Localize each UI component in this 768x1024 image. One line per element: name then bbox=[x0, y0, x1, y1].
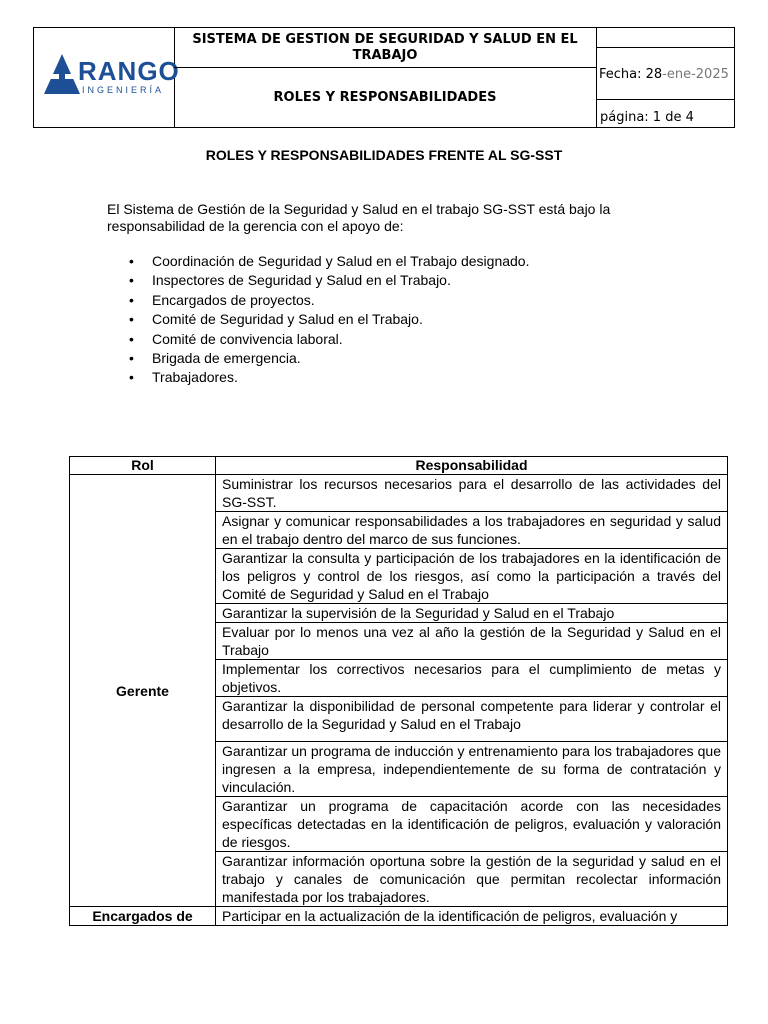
bullet-icon: • bbox=[129, 291, 134, 308]
bullet-icon: • bbox=[129, 330, 134, 347]
role-cell-encargados: Encargados de bbox=[70, 907, 216, 926]
responsibility-cell: Garantizar la consulta y participación de los trabajadores en la identificación de los peligros y control de los riesgos, así como la participación a través del Comité de Seguridad y Salud en el Trabajo bbox=[216, 549, 728, 604]
date-value: -ene-2025 bbox=[662, 67, 729, 82]
list-item bbox=[107, 310, 530, 329]
table-row bbox=[70, 907, 728, 926]
list-item-text: Comité de Seguridad y Salud en el Trabajo. bbox=[152, 311, 423, 328]
responsibility-cell: Suministrar los recursos necesarios para el desarrollo de las actividades del SG-SST. bbox=[216, 475, 728, 512]
company-logo bbox=[34, 28, 180, 127]
list-item-text: Encargados de proyectos. bbox=[152, 291, 315, 308]
role-cell-gerente: Gerente bbox=[70, 475, 216, 907]
responsibility-cell: Participar en la actualización de la identificación de peligros, evaluación y bbox=[216, 907, 728, 926]
responsibility-cell: Garantizar información oportuna sobre la gestión de la seguridad y salud en el trabajo y canales de comunicación que permitan recolectar información manifestada por los trabajadores. bbox=[216, 852, 728, 907]
responsibility-cell: Garantizar la supervisión de la Seguridad y Salud en el Trabajo bbox=[216, 604, 728, 623]
responsibility-cell: Garantizar un programa de inducción y entrenamiento para los trabajadores que ingresen a la empresa, independientemente de su forma de contratación y vinculación. bbox=[216, 742, 728, 797]
list-item-text: Inspectores de Seguridad y Salud en el Trabajo. bbox=[152, 272, 451, 289]
bullet-icon: • bbox=[129, 349, 134, 366]
list-item-text: Trabajadores. bbox=[152, 369, 238, 386]
responsibility-cell: Evaluar por lo menos una vez al año la gestión de la Seguridad y Salud en el Trabajo bbox=[216, 623, 728, 660]
table-row bbox=[70, 475, 728, 512]
date-cell bbox=[597, 47, 734, 100]
column-header-responsabilidad: Responsabilidad bbox=[216, 457, 728, 475]
list-item bbox=[107, 349, 530, 368]
list-item bbox=[107, 271, 530, 290]
list-item-text: Coordinación de Seguridad y Salud en el Trabajo designado. bbox=[152, 253, 530, 269]
bullet-icon: • bbox=[129, 253, 134, 269]
responsibility-cell: Implementar los correctivos necesarios para el cumplimiento de metas y objetivos. bbox=[216, 660, 728, 697]
bullet-icon: • bbox=[129, 272, 134, 289]
support-list bbox=[107, 252, 530, 388]
responsibility-cell: Garantizar la disponibilidad de personal competente para liderar y controlar el desarrollo de la Seguridad y Salud en el Trabajo bbox=[216, 697, 728, 742]
bullet-icon: • bbox=[129, 369, 134, 386]
table-header-row bbox=[70, 457, 728, 475]
list-item bbox=[107, 368, 530, 387]
list-item-text: Comité de convivencia laboral. bbox=[152, 330, 343, 347]
section-title: ROLES Y RESPONSABILIDADES FRENTE AL SG-SST bbox=[205, 147, 563, 163]
column-header-rol: Rol bbox=[70, 457, 216, 475]
document-header bbox=[33, 27, 735, 128]
system-title: SISTEMA DE GESTION DE SEGURIDAD Y SALUD EN EL TRABAJO bbox=[174, 28, 597, 68]
roles-table bbox=[69, 456, 728, 926]
intro-paragraph: El Sistema de Gestión de la Seguridad y Salud en el trabajo SG-SST está bajo la responsabilidad de la gerencia con el apoyo de: bbox=[107, 201, 611, 234]
page-number: página: 1 de 4 bbox=[600, 110, 694, 125]
document-title: ROLES Y RESPONSABILIDADES bbox=[174, 68, 597, 127]
responsibility-cell: Garantizar un programa de capacitación acorde con las necesidades específicas detectadas en la identificación de peligros, evaluación y valoración de riesgos. bbox=[216, 797, 728, 852]
logo-a-icon bbox=[42, 52, 82, 98]
date-label: Fecha: 28 bbox=[599, 67, 663, 82]
header-empty-cell bbox=[597, 28, 734, 48]
list-item-text: Brigada de emergencia. bbox=[152, 349, 301, 366]
list-item bbox=[107, 252, 530, 271]
logo-wordmark: RANGO bbox=[78, 56, 180, 86]
bullet-icon: • bbox=[129, 311, 134, 328]
list-item bbox=[107, 330, 530, 349]
list-item bbox=[107, 291, 530, 310]
logo-subtitle: INGENIERÍA bbox=[82, 85, 165, 95]
responsibility-cell: Asignar y comunicar responsabilidades a los trabajadores en seguridad y salud en el trabajo dentro del marco de sus funciones. bbox=[216, 512, 728, 549]
